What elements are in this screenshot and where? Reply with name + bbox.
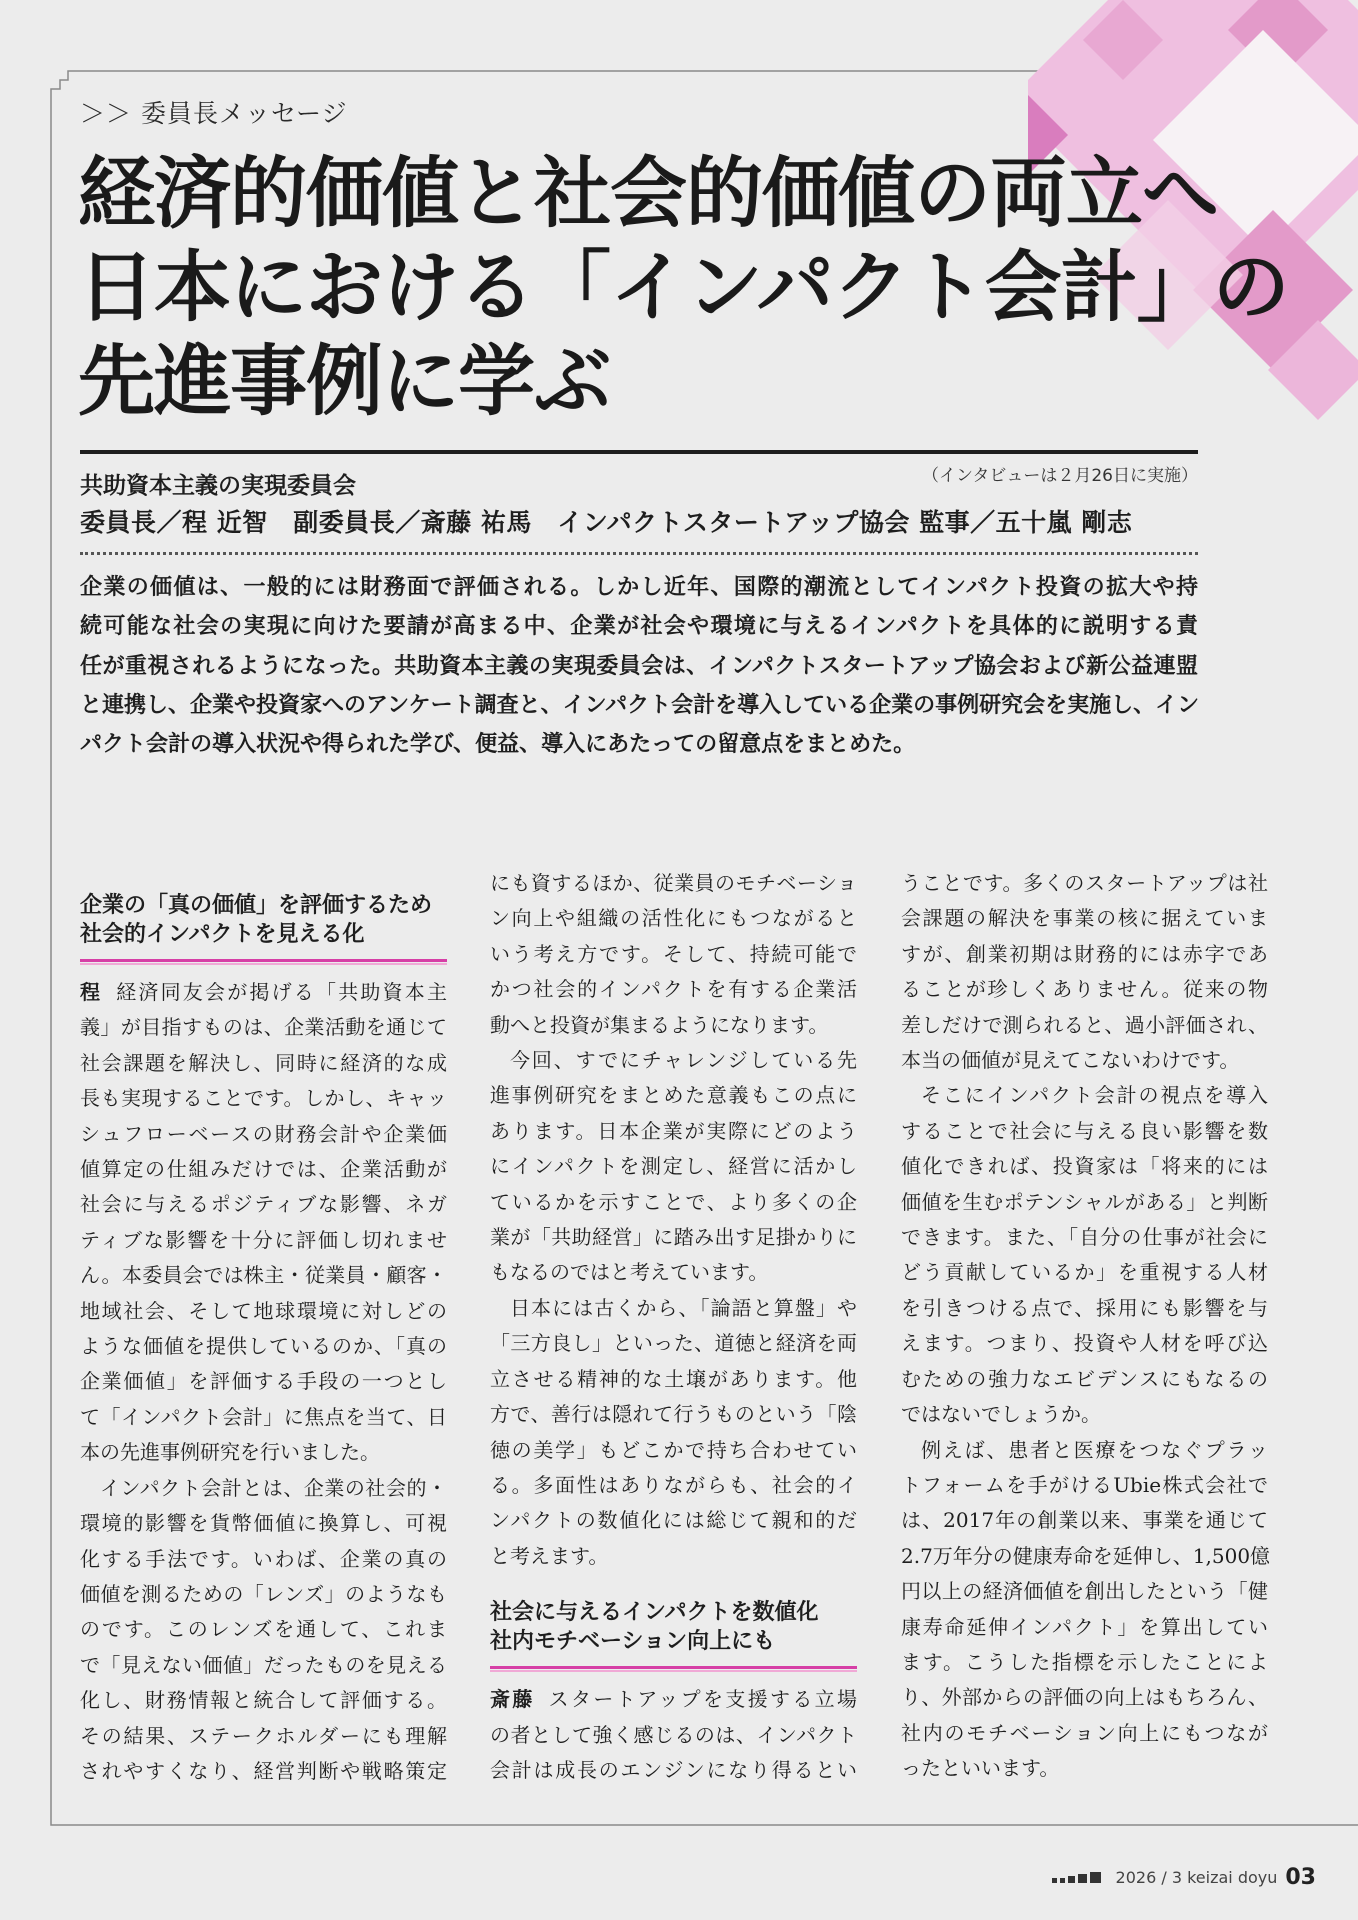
- body-line: 本の先進事例研究を行いました。: [80, 1440, 380, 1465]
- body-line: 社会に与えるポジティブな影響、ネガ: [80, 1192, 447, 1217]
- body-line: 社会課題を解決し、同時に経済的な成: [80, 1050, 447, 1075]
- category-label: ＞＞ 委員長メッセージ: [80, 99, 348, 128]
- body-line: 義」が目指すものは、企業活動を通じて: [80, 1015, 447, 1040]
- section-heading: 企業の「真の価値」を評価するため: [80, 893, 433, 918]
- body-line: 社内のモチベーション向上にもつなが: [901, 1720, 1268, 1745]
- body-line: 円以上の経済価値を創出したという「健: [901, 1579, 1268, 1604]
- body-column-2: [490, 866, 857, 1788]
- section-heading: 社内モチベーション向上にも: [490, 1629, 776, 1655]
- dotted-divider: [80, 552, 1198, 555]
- body-line: ることが珍しくありません。従来の物: [901, 977, 1268, 1002]
- body-line: 価値を測るための「レンズ」のようなも: [80, 1581, 447, 1606]
- body-line: ます。こうした指標を示したことによ: [901, 1649, 1268, 1674]
- page-number: 03: [1285, 1865, 1316, 1890]
- body-line: 2.7万年分の健康寿命を延伸し、1,500億: [901, 1543, 1271, 1568]
- body-line: 業が「共助経営」に踏み出す足掛かりに: [490, 1225, 857, 1250]
- body-line: ているかを示すことで、より多くの企: [490, 1189, 857, 1214]
- body-line: ような価値を提供しているのか、「真の: [80, 1334, 447, 1359]
- body-line: 環境的影響を貨幣価値に換算し、可視: [80, 1511, 447, 1536]
- lead-line: 続可能な社会の実現に向けた要請が高まる中、企業が社会や環境に与えるインパクトを具体的に説明する責: [80, 614, 1198, 640]
- body-line: は、2017年の創業以来、事業を通じて: [901, 1508, 1268, 1533]
- body-line: で「見えない価値」だったものを見える: [80, 1652, 447, 1677]
- body-line: にも資するほか、従業員のモチベーショ: [490, 871, 857, 895]
- speaker-name: 程: [80, 980, 103, 1004]
- body-line: 例えば、患者と医療をつなぐプラッ: [921, 1437, 1268, 1462]
- section-heading: 社会的インパクトを見える化: [80, 922, 365, 947]
- body-line: そこにインパクト会計の視点を導入: [921, 1083, 1268, 1108]
- body-line: て「インパクト会計」に焦点を当て、日: [80, 1404, 447, 1429]
- footer-marks-icon: [1052, 1872, 1104, 1883]
- body-line: 化し、財務情報と統合して評価する。: [80, 1688, 447, 1713]
- body-line: インパクト会計とは、企業の社会的・: [100, 1475, 447, 1500]
- body-line: どう貢献しているか」を重視する人材: [901, 1260, 1268, 1285]
- page-footer: [1052, 1865, 1316, 1890]
- speaker-name: 斎藤: [490, 1687, 535, 1712]
- lead-line: と連携し、企業や投資家へのアンケート調査と、インパクト会計を導入している企業の事例研究会を実施し、イン: [80, 692, 1200, 718]
- body-line: 程 経済同友会が掲げる「共助資本主: [80, 980, 448, 1004]
- body-line: 地域社会、そして地球環境に対しどの: [80, 1298, 447, 1323]
- body-line: 方で、善行は隠れて行うものという「陰: [490, 1402, 857, 1427]
- lead-line: パクト会計の導入状況や得られた学び、便益、導入にあたっての留意点をまとめた。: [80, 732, 916, 758]
- body-line: トフォームを手がけるUbie株式会社で: [901, 1472, 1268, 1497]
- body-line: の者として強く感じるのは、インパクト: [490, 1722, 857, 1747]
- body-column-1: [80, 891, 447, 1789]
- body-line: 会計は成長のエンジンになり得るとい: [490, 1757, 857, 1782]
- title-rule: [80, 450, 1198, 454]
- body-line: 今回、すでにチャレンジしている先: [510, 1048, 857, 1073]
- body-line: 康寿命延伸インパクト」を算出してい: [901, 1614, 1268, 1639]
- body-line: ったといいます。: [901, 1756, 1060, 1781]
- body-line: ん。本委員会では株主・従業員・顧客・: [80, 1263, 447, 1288]
- body-line: ンパクトの数値化には総じて親和的だ: [490, 1508, 857, 1533]
- heading-underline: [80, 959, 447, 965]
- body-column-3: [901, 866, 1271, 1787]
- section-heading: 社会に与えるインパクトを数値化: [490, 1600, 819, 1626]
- body-line: ン向上や組織の活性化にもつながると: [490, 906, 857, 931]
- body-line: すが、創業初期は財務的には赤字であ: [901, 941, 1268, 966]
- body-line: り、外部からの評価の向上はもちろん、: [901, 1685, 1268, 1710]
- body-line: る。多面性はありながらも、社会的イ: [490, 1472, 857, 1497]
- body-line: 値算定の仕組みだけでは、企業活動が: [80, 1157, 447, 1182]
- article-title: [78, 148, 1298, 430]
- body-line: もなるのではと考えています。: [490, 1260, 769, 1285]
- body-line: 会課題の解決を事業の核に据えていま: [901, 906, 1268, 931]
- body-line: ティブな影響を十分に評価し切れませ: [80, 1227, 447, 1252]
- title-line: 日本における「インパクト会計」の: [78, 244, 1289, 333]
- body-line: されやすくなり、経営判断や戦略策定: [80, 1758, 447, 1783]
- lead-line: 任が重視されるようになった。共助資本主義の実現委員会は、インパクトスタートアップ協会および新公益連盟: [80, 653, 1198, 679]
- body-line: 立させる精神的な土壌があります。他: [490, 1366, 857, 1391]
- body-line: ではないでしょうか。: [901, 1402, 1101, 1427]
- body-line: 「三方良し」といった、道徳と経済を両: [490, 1331, 857, 1356]
- footer-magazine: keizai doyu: [1187, 1868, 1278, 1887]
- body-line: 差しだけで測られると、過小評価され、: [901, 1012, 1268, 1037]
- heading-underline: [490, 1666, 857, 1672]
- body-line: かつ社会的インパクトを有する企業活: [490, 977, 857, 1002]
- lead-line: 企業の価値は、一般的には財務面で評価される。しかし近年、国際的潮流としてインパクト投資の拡大や持: [80, 575, 1198, 600]
- body-line: 価値を生むポテンシャルがある」と判断: [901, 1189, 1268, 1214]
- body-line: できます。また、「自分の仕事が社会に: [901, 1225, 1268, 1250]
- body-line: と考えます。: [490, 1543, 609, 1568]
- body-line: いう考え方です。そして、持続可能で: [490, 941, 857, 966]
- body-line: シュフローベースの財務会計や企業価: [80, 1121, 447, 1146]
- body-line: 動へと投資が集まるようになります。: [490, 1012, 829, 1037]
- body-line: 企業価値」を評価する手段の一つとし: [80, 1369, 447, 1394]
- body-line: えます。つまり、投資や人材を呼び込: [901, 1331, 1268, 1356]
- member-list: 委員長／程 近智 副委員長／斎藤 祐馬 インパクトスタートアップ協会 監事／五十嵐 剛志: [80, 508, 1133, 537]
- body-line: を引きつける点で、採用にも影響を与: [901, 1295, 1268, 1320]
- body-line: することで社会に与える良い影響を数: [901, 1118, 1268, 1143]
- footer-issue: 2026 / 3: [1115, 1868, 1182, 1887]
- body-line: 進事例研究をまとめた意義もこの点に: [490, 1083, 857, 1108]
- interview-date-note: （インタビューは２月26日に実施）: [922, 466, 1198, 486]
- body-line: 長も実現することです。しかし、キャッ: [80, 1086, 447, 1111]
- body-line: むための強力なエビデンスにもなるの: [901, 1366, 1268, 1391]
- body-line: 本当の価値が見えてこないわけです。: [901, 1048, 1240, 1073]
- body-line: 化する手法です。いわば、企業の真の: [80, 1546, 447, 1571]
- title-line: 先進事例に学ぶ: [78, 338, 610, 427]
- body-line: あります。日本企業が実際にどのよう: [490, 1118, 857, 1143]
- body-line: にインパクトを測定し、経営に活かし: [490, 1154, 857, 1179]
- committee-name: 共助資本主義の実現委員会: [80, 473, 356, 499]
- title-line: 経済的価値と社会的価値の両立へ: [78, 150, 1218, 239]
- lead-paragraph: [80, 568, 1198, 764]
- body-line: その結果、ステークホルダーにも理解: [80, 1723, 447, 1748]
- body-line: 徳の美学」もどこかで持ち合わせてい: [490, 1437, 857, 1462]
- body-line: うことです。多くのスタートアップは社: [901, 871, 1268, 895]
- body-line: 斎藤 スタートアップを支援する立場: [490, 1687, 858, 1712]
- body-line: 日本には古くから、「論語と算盤」や: [510, 1295, 857, 1320]
- body-line: 値化できれば、投資家は「将来的には: [901, 1154, 1268, 1179]
- body-line: のです。このレンズを通して、これま: [80, 1617, 447, 1642]
